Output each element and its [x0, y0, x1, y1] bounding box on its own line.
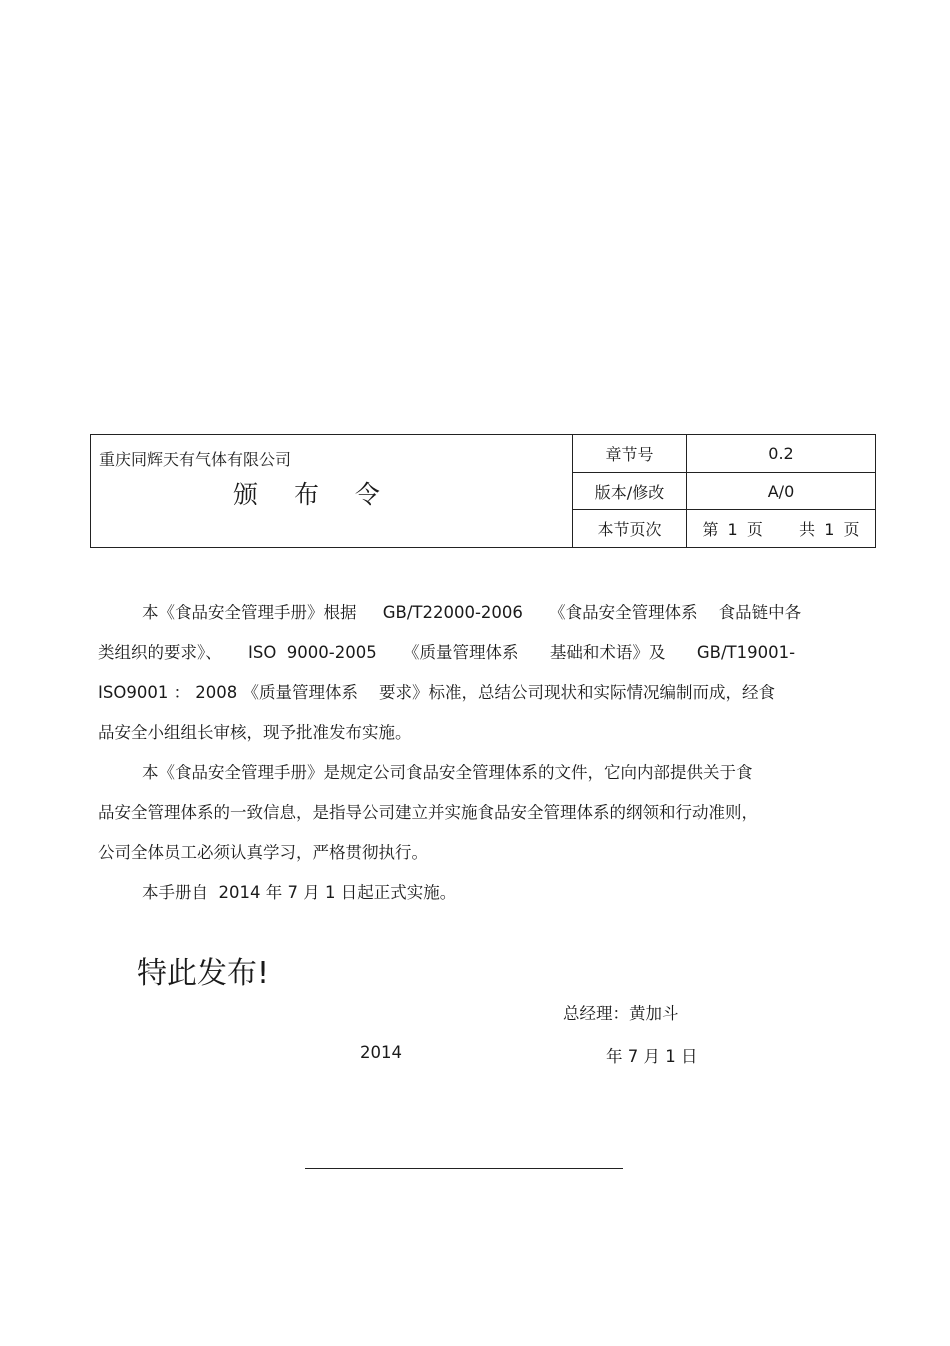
paragraph-line: ISO9001 ： 2008 《质量管理体系 要求》标准，总结公司现状和实际情况编制而成，经食	[98, 683, 776, 702]
paragraph-effective-date	[98, 873, 858, 913]
document-header-table	[90, 434, 876, 548]
header-left-cell	[91, 435, 573, 547]
paragraph-line: 类组织的要求》、 ISO 9000-2005 《质量管理体系 基础和术语》及 GB/T19001-	[98, 643, 796, 662]
footer-divider	[305, 1168, 623, 1169]
paragraph-line: 本《食品安全管理手册》根据 GB/T22000-2006 《食品安全管理体系 食品链中各	[142, 603, 802, 622]
document-title: 颁 布 令	[233, 480, 394, 509]
meta-label: 章节号	[573, 435, 687, 472]
paragraph-line: 品安全管理体系的一致信息，是指导公司建立并实施食品安全管理体系的纲领和行动准则，	[98, 803, 758, 822]
meta-value: A/0	[767, 481, 795, 501]
signer-line: 总经理：黄加斗	[563, 1004, 679, 1023]
meta-row-section-number	[573, 435, 875, 473]
paragraph-purpose	[98, 753, 858, 873]
date-year: 2014	[360, 1043, 402, 1062]
date-month-day: 年 7 月 1 日	[606, 1047, 698, 1066]
meta-value: 0.2	[768, 444, 794, 463]
paragraph-basis	[98, 593, 858, 753]
paragraph-line: 公司全体员工必须认真学习，严格贯彻执行。	[98, 843, 428, 862]
company-name: 重庆同辉天有气体有限公司	[99, 450, 292, 469]
meta-row-version	[573, 473, 875, 510]
paragraph-line: 本手册自 2014 年 7 月 1 日起正式实施。	[142, 883, 457, 902]
meta-label: 版本/修改	[573, 473, 687, 509]
meta-value: 第 1 页 共 1 页	[702, 520, 860, 539]
paragraph-line: 品安全小组组长审核，现予批准发布实施。	[98, 723, 412, 742]
meta-row-page-count	[573, 510, 875, 547]
meta-label: 本节页次	[573, 510, 687, 547]
announcement-heading: 特此发布!	[137, 956, 270, 991]
paragraph-line: 本《食品安全管理手册》是规定公司食品安全管理体系的文件，它向内部提供关于食	[142, 763, 753, 782]
